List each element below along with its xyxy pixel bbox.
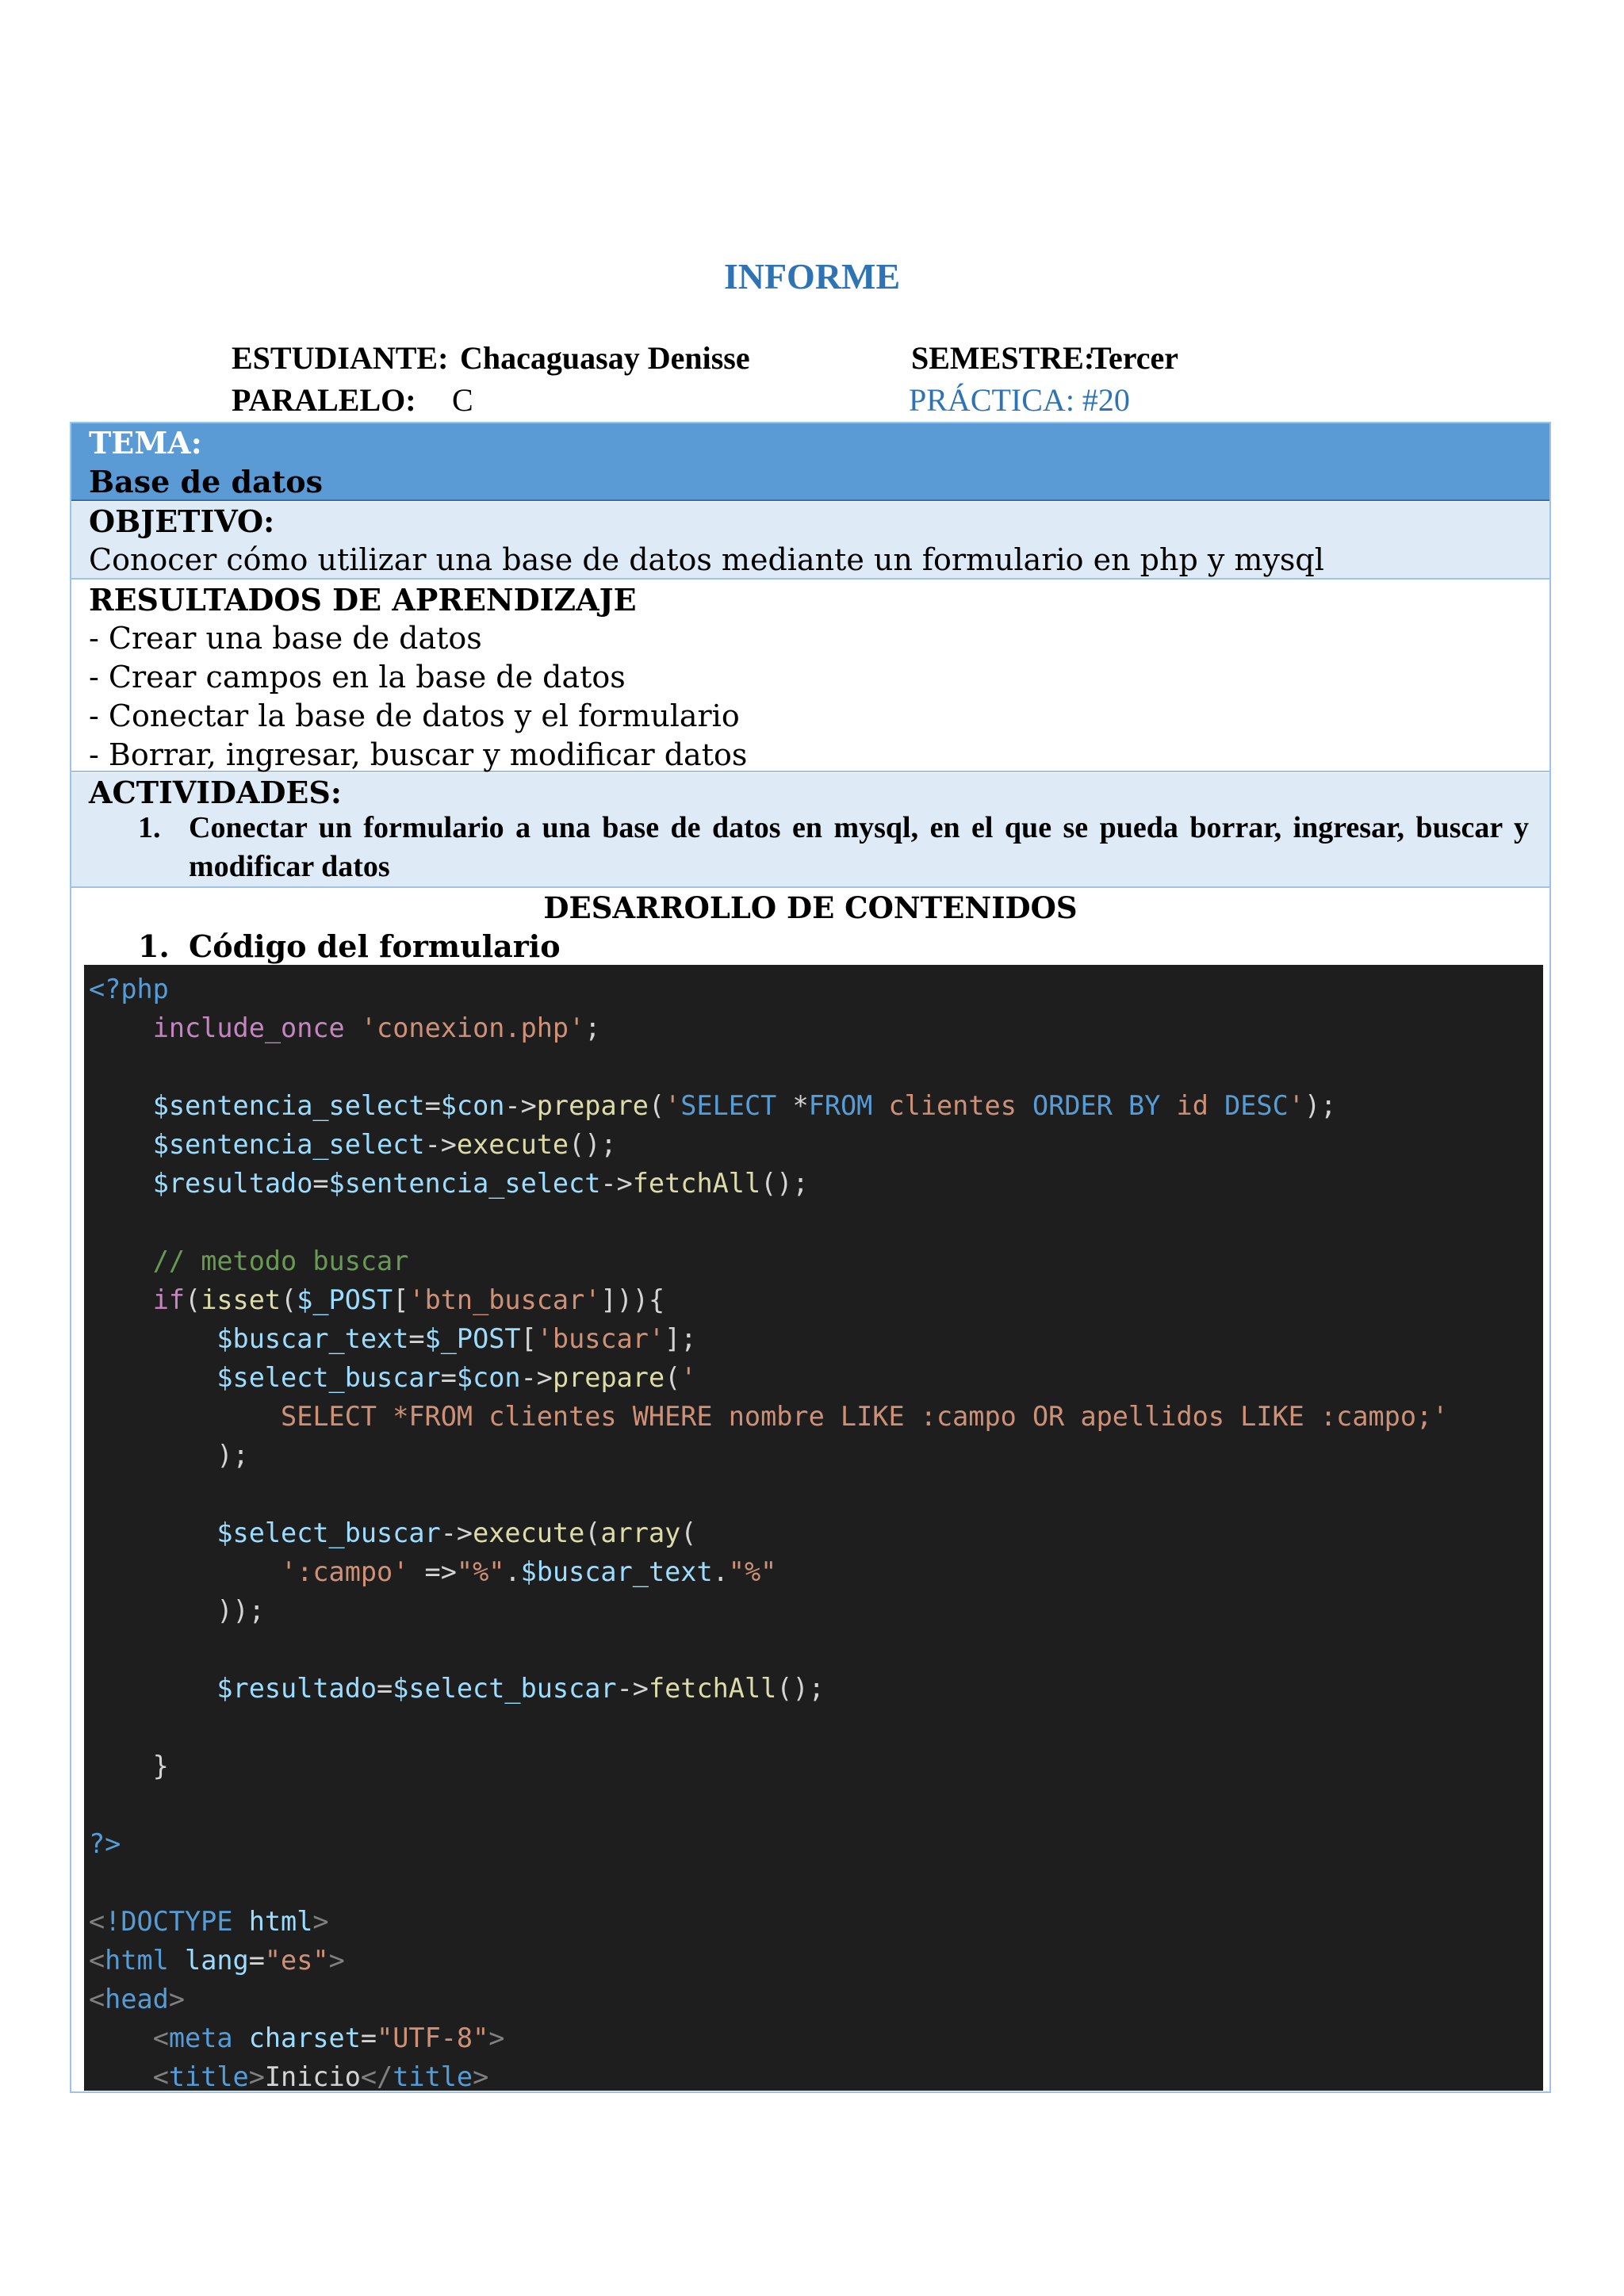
code-token: ' [1288,1090,1304,1121]
code-token: ( [281,1284,297,1315]
code-token: SELECT [680,1090,777,1121]
code-line [89,1552,776,1591]
code-token: ( [185,1284,201,1315]
code-token: 'btn_buscar' [408,1284,601,1315]
code-token [89,1012,153,1043]
code-token: -> [520,1362,553,1393]
code-token [89,1673,216,1704]
code-token: $con [440,1090,505,1121]
code-line [89,1941,345,1980]
code-token: > [312,1906,329,1937]
code-token: $_POST [424,1323,521,1354]
code-line [89,1125,617,1164]
code-line [89,1747,169,1785]
code-token: > [168,1984,186,2015]
code-token: !DOCTYPE [105,1906,233,1937]
code-token: prepare [536,1090,649,1121]
code-token: DESC [1224,1090,1289,1121]
code-token: = [360,2022,377,2053]
code-token: $select_buscar [216,1517,441,1548]
code-token: "es" [264,1945,329,1976]
code-token: . [504,1556,521,1587]
actividades-item-number: 1. [138,811,161,844]
code-token: $sentencia_select [152,1129,425,1160]
code-token: array [600,1517,681,1548]
code-token [89,1362,216,1393]
code-token: // metodo buscar [152,1246,409,1276]
code-token: "%" [728,1556,777,1587]
code-token: "%" [456,1556,505,1587]
code-token [233,2022,249,2053]
code-token: < [152,2022,169,2053]
code-token: id [1160,1090,1225,1121]
code-token: ( [680,1517,697,1548]
code-token: ( [648,1090,665,1121]
code-token: meta [168,2022,233,2053]
code-token: = [248,1945,265,1976]
resultados-item: - Borrar, ingresar, buscar y modificar datos [89,737,748,772]
code-token: html [248,1906,313,1937]
code-token [89,1168,153,1199]
desarrollo-item-text: Código del formulario [189,928,561,964]
parallel-label: PARALELO: [232,382,416,418]
code-token: $resultado [216,1673,377,1704]
code-token: ORDER BY [1032,1090,1161,1121]
code-line [89,1319,696,1358]
code-token: clientes [872,1090,1033,1121]
code-token: "UTF-8" [377,2022,489,2053]
code-token: ])){ [600,1284,665,1315]
code-token: $sentencia_select [328,1168,601,1199]
code-block [84,965,1543,2091]
resultados-label: RESULTADOS DE APRENDIZAJE [89,582,637,618]
code-token: charset [248,2022,361,2053]
code-token: $buscar_text [216,1323,409,1354]
code-token: $select_buscar [216,1362,441,1393]
parallel-value: C [452,382,473,418]
code-token: $select_buscar [393,1673,617,1704]
code-token [89,1323,216,1354]
code-token [89,1284,153,1315]
objetivo-label: OBJETIVO: [89,503,275,539]
student-label: ESTUDIANTE: [232,340,449,376]
code-token: > [473,2061,489,2092]
code-token: ':campo' [281,1556,409,1587]
code-token: <?php [89,974,169,1004]
code-token: -> [504,1090,537,1121]
code-token: (); [776,1673,825,1704]
tema-label: TEMA: [89,425,202,461]
code-token [169,1945,185,1976]
code-token: $buscar_text [520,1556,713,1587]
code-line [89,1397,1448,1436]
code-token: -> [424,1129,457,1160]
code-token: > [488,2022,505,2053]
code-token: . [712,1556,729,1587]
code-token: < [89,1906,105,1937]
objetivo-section [71,502,1549,580]
resultados-item: - Crear una base de datos [89,621,482,656]
code-token: $resultado [152,1168,313,1199]
code-token: ' [680,1362,697,1393]
code-token: $_POST [297,1284,393,1315]
code-token: 'buscar' [536,1323,665,1354]
code-token: FROM [808,1090,873,1121]
code-token [89,1129,153,1160]
desarrollo-item [138,927,561,966]
code-token: -> [600,1168,633,1199]
code-line [89,1358,696,1397]
tema-section [71,423,1549,501]
code-token: [ [520,1323,537,1354]
code-token [89,1556,281,1587]
actividades-item-text: Conectar un formulario a una base de datos en mysql, en el que se pueda borrar, ingresar, buscar y modificar datos [189,811,1529,883]
semester-value: Tercer [1090,340,1179,376]
code-token: fetchAll [632,1168,761,1199]
code-token [89,1517,216,1548]
code-line [89,1513,696,1552]
actividades-label: ACTIVIDADES: [89,775,342,810]
resultados-section [71,580,1549,772]
code-token: = [424,1090,441,1121]
resultados-item: - Conectar la base de datos y el formulario [89,698,740,733]
code-line [89,2019,504,2057]
desarrollo-title: DESARROLLO DE CONTENIDOS [543,890,1078,925]
code-token: $con [456,1362,521,1393]
code-token [89,1090,153,1121]
code-line [89,1902,329,1941]
code-token: ); [89,1440,249,1471]
code-token: = [408,1323,425,1354]
resultados-item: - Crear campos en la base de datos [89,660,626,695]
code-token: > [248,2061,265,2092]
code-token: -> [440,1517,473,1548]
code-token: ' [665,1090,681,1121]
code-token: )); [89,1595,265,1626]
code-token: ; [584,1012,601,1043]
code-token: > [328,1945,345,1976]
semester-label: SEMESTRE: [911,340,1095,376]
code-token: if [152,1284,186,1315]
code-token: ]; [665,1323,697,1354]
code-token [233,1906,249,1937]
code-token: ?> [89,1828,121,1859]
code-line [89,1008,600,1047]
report-title: INFORME [723,256,901,297]
code-token: = [377,1673,393,1704]
student-value: Chacaguasay Denisse [460,340,750,376]
code-line [89,1669,825,1708]
code-token: ); [1304,1090,1337,1121]
code-token: SELECT *FROM clientes WHERE nombre LIKE :campo OR apellidos LIKE :campo;' [281,1401,1449,1432]
code-token: = [440,1362,457,1393]
actividades-section [71,773,1549,888]
code-token: -> [616,1673,649,1704]
code-token: title [168,2061,249,2092]
code-line [89,2057,488,2096]
code-token: 'conexion.php' [360,1012,585,1043]
code-token: < [89,1945,105,1976]
code-line [89,1280,665,1319]
code-token: </ [360,2061,393,2092]
code-line [89,1591,265,1630]
code-token: ( [584,1517,601,1548]
code-token: [ [393,1284,409,1315]
code-token: * [776,1090,809,1121]
practice-number: PRÁCTICA: #20 [909,382,1130,418]
code-token: < [89,1984,105,2015]
code-token: } [89,1751,169,1781]
tema-value: Base de datos [89,464,324,499]
code-token: fetchAll [648,1673,777,1704]
code-token: => [408,1556,457,1587]
code-token: include_once [152,1012,345,1043]
code-token: (); [569,1129,617,1160]
code-token [89,1246,153,1276]
code-token: (); [760,1168,809,1199]
code-token [89,2061,153,2092]
code-token: prepare [552,1362,665,1393]
code-line [89,1164,809,1203]
code-token: $sentencia_select [152,1090,425,1121]
code-token: lang [185,1945,249,1976]
code-line [89,970,169,1008]
code-token: execute [473,1517,585,1548]
code-token: title [393,2061,473,2092]
desarrollo-item-number: 1. [138,928,170,964]
code-token [345,1012,361,1043]
code-token: = [312,1168,329,1199]
code-token: ( [665,1362,681,1393]
desarrollo-section [71,889,1549,965]
code-line [89,1980,185,2019]
code-token: html [105,1945,169,1976]
code-line [89,1242,408,1280]
code-token: execute [456,1129,569,1160]
code-token [89,1401,281,1432]
code-token: Inicio [264,2061,361,2092]
code-token: < [152,2061,169,2092]
code-token [89,2022,153,2053]
code-line [89,1086,1336,1125]
code-token: isset [201,1284,282,1315]
actividades-item [138,809,1529,886]
code-line [89,1436,249,1475]
code-token: head [105,1984,169,2015]
objetivo-value: Conocer cómo utilizar una base de datos mediante un formulario en php y mysql [89,542,1324,577]
code-line [89,1824,121,1863]
